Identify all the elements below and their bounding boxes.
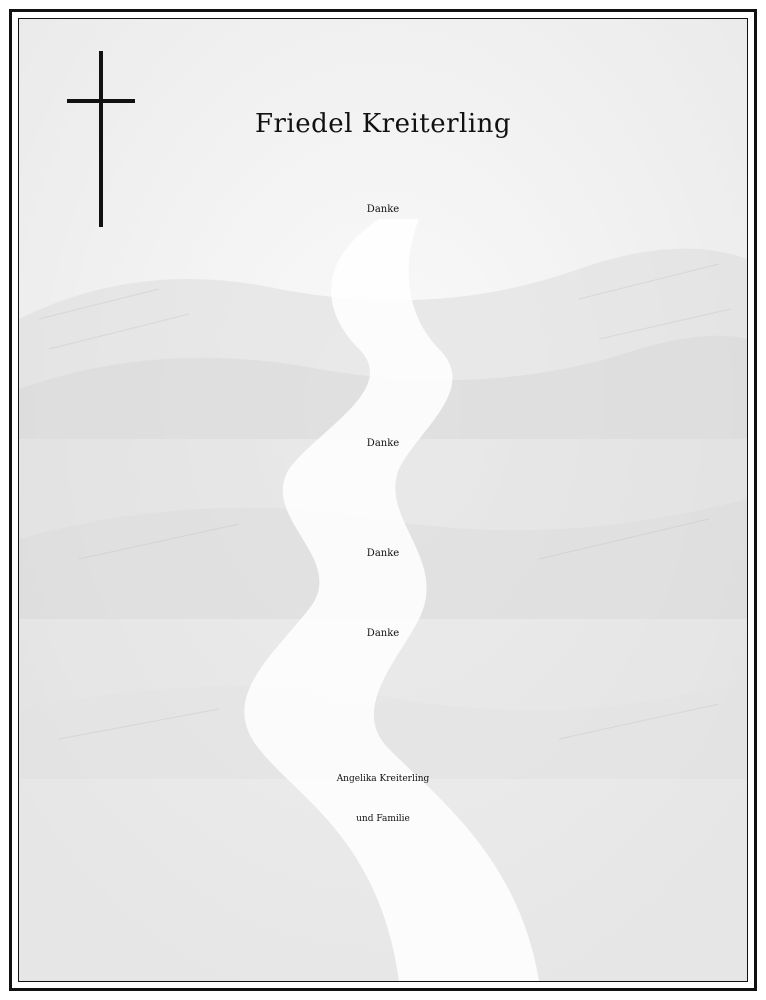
signature-line-2: und Familie xyxy=(356,814,410,824)
signature-line-1: Angelika Kreiterling xyxy=(336,774,430,784)
obituary-content xyxy=(19,19,747,981)
deceased-name: Friedel Kreiterling xyxy=(254,109,512,139)
danke-heading-3: Danke xyxy=(366,548,400,559)
cross-icon xyxy=(67,51,135,227)
obituary-card xyxy=(18,18,748,982)
danke-heading-1: Danke xyxy=(366,204,400,215)
danke-heading-2: Danke xyxy=(366,438,400,449)
danke-heading-4: Danke xyxy=(366,628,400,639)
